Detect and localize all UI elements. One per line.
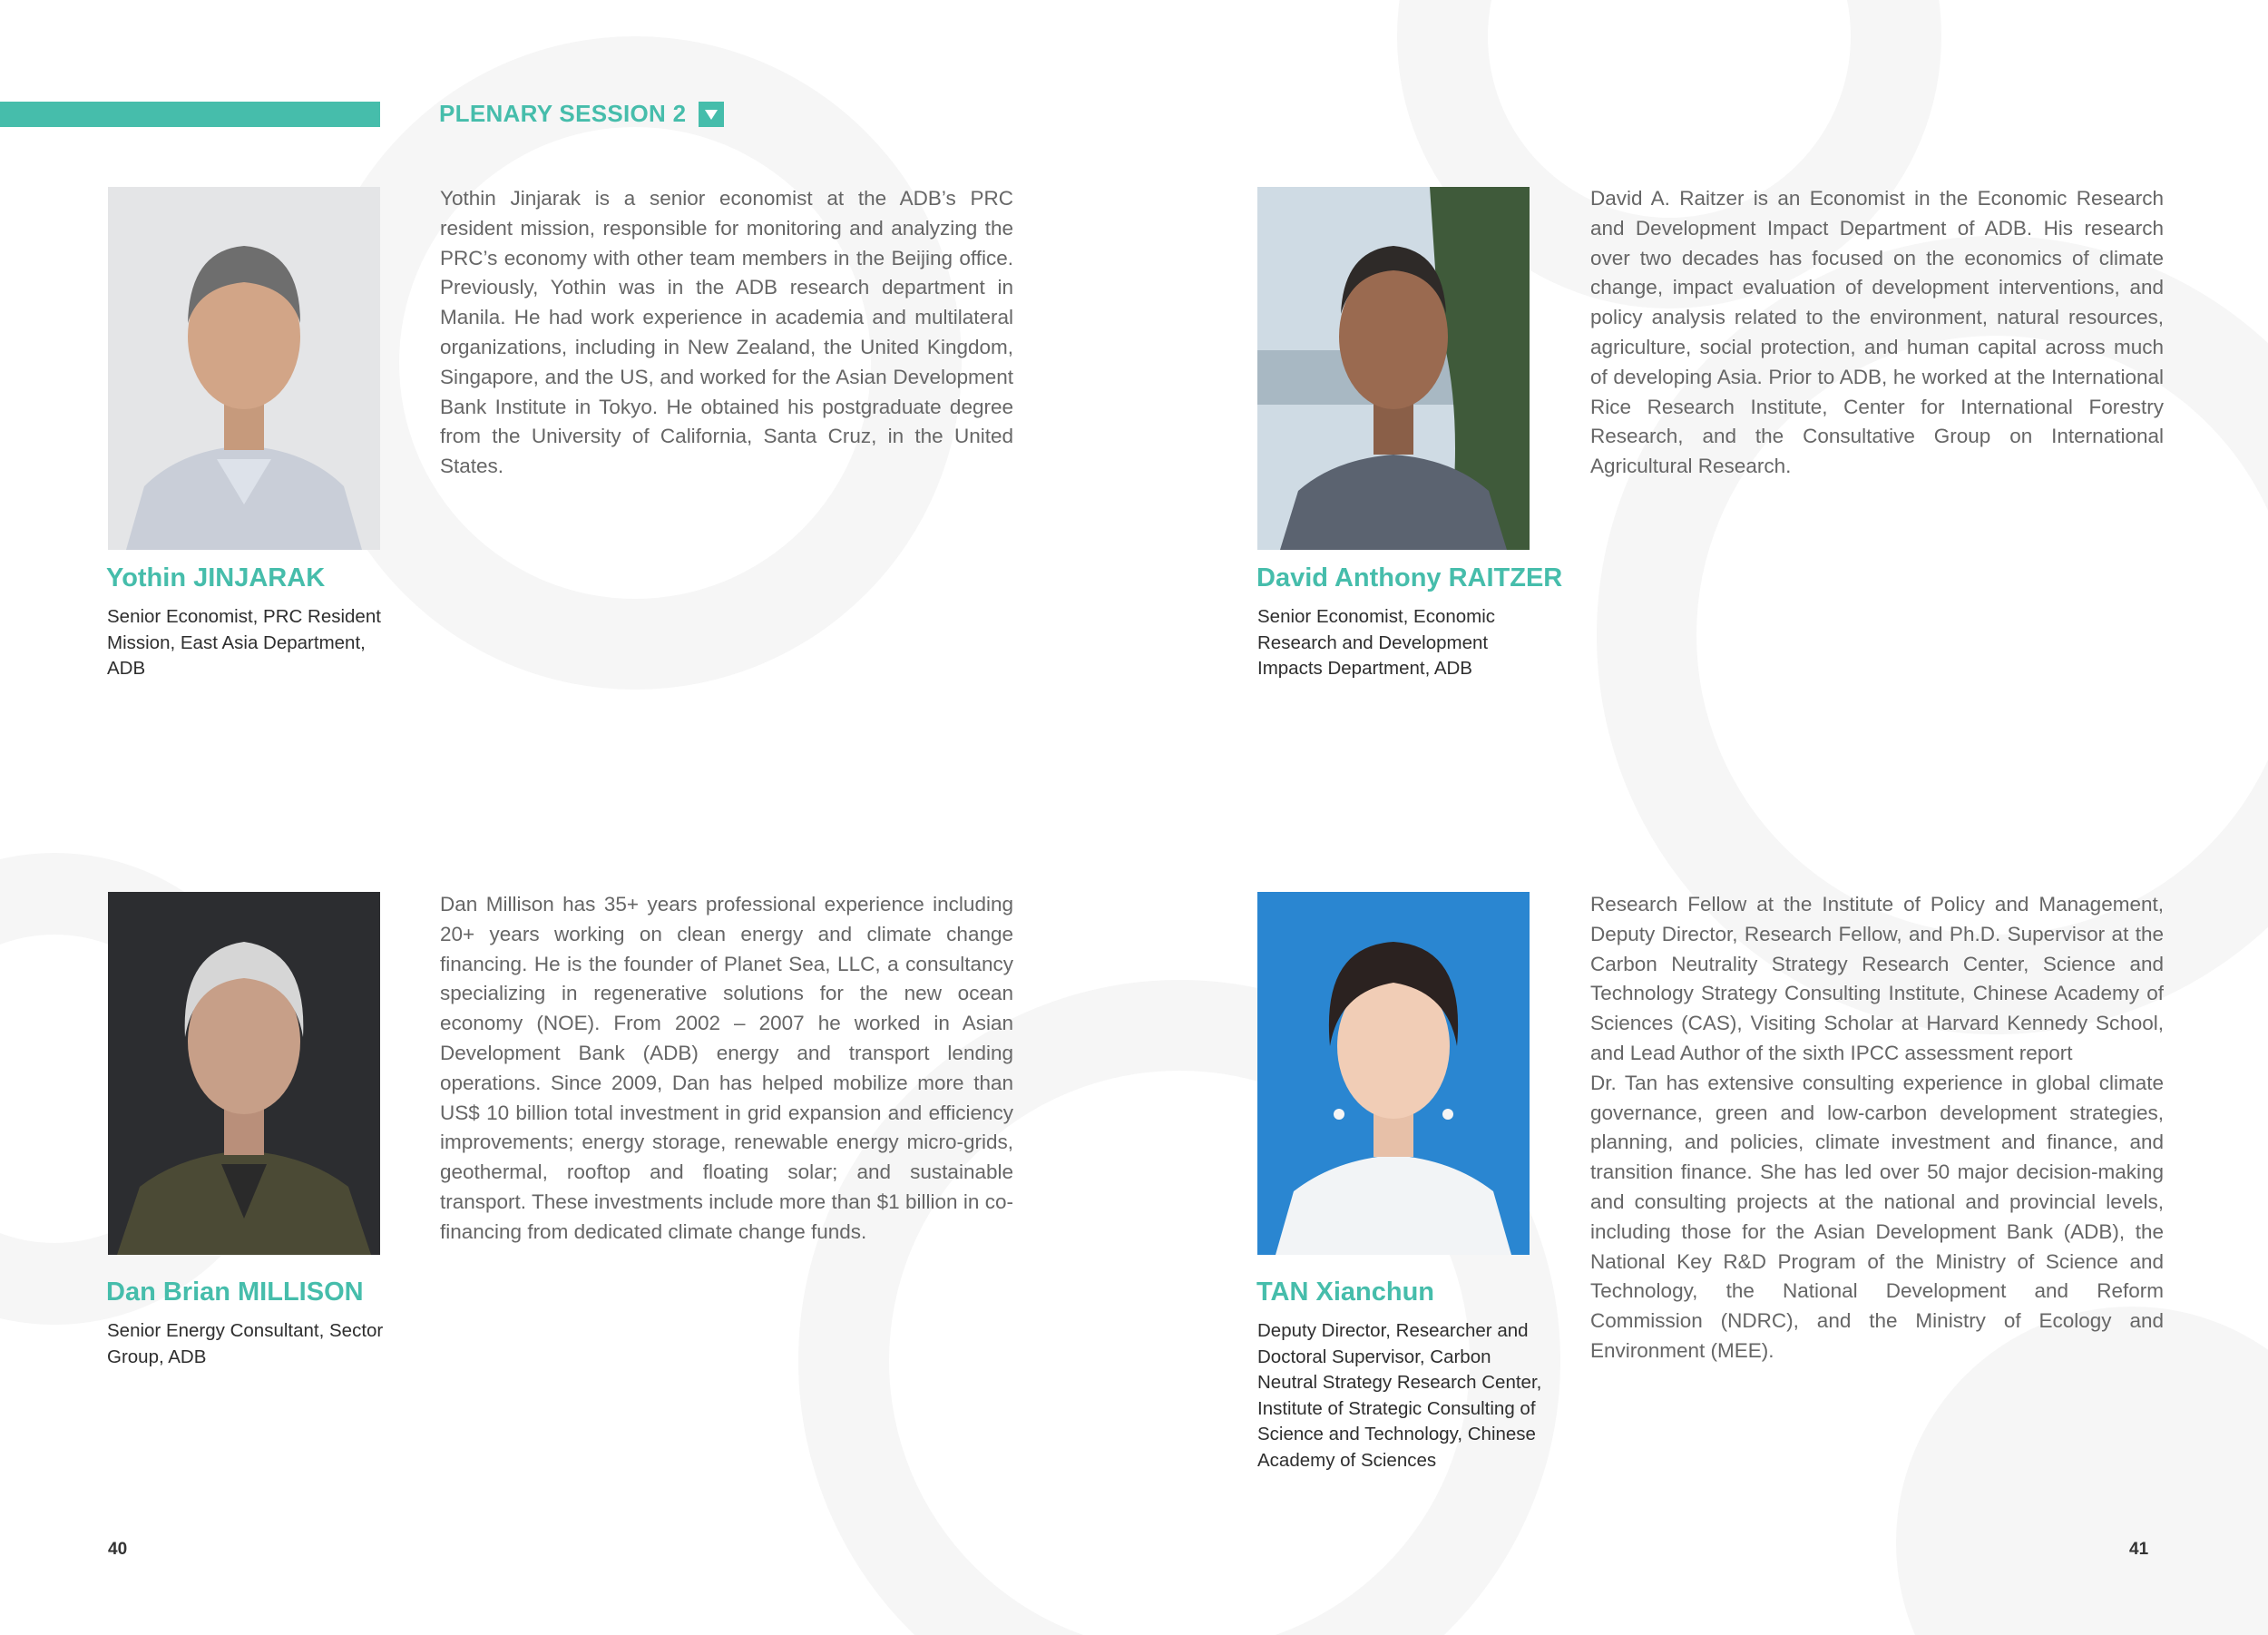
speaker-role: Senior Energy Consultant, Sector Group, ADB: [107, 1320, 384, 1367]
bio-paragraph: Dr. Tan has extensive consulting experience in global climate governance, green and low-carbon development strategies, planning, and policies, climate investment and finance, and transition finance. She has led over 50 major decision-making and consulting projects at the national and provincial levels, including those for the Asian Development Bank (ADB), the National Key R&D Program of the Ministry of Science and Technology, the National Development and Reform Commission (NDRC), and the Ministry of Ecology and Environment (MEE).: [1590, 1071, 2164, 1362]
speaker-role: Deputy Director, Researcher and Doctoral Supervisor, Carbon Neutral Strategy Research Center, Institute of Strategic Consulting of Science and Technology, Chinese Academy of Sciences: [1257, 1320, 1542, 1471]
bio-paragraph: Dan Millison has 35+ years professional experience including 20+ years working on clean energy and climate change financing. He is the founder of Planet Sea, LLC, a consultancy specializing in regenerative solutions for the new ocean economy (NOE). From 2002 – 2007 he worked in Asian Development Bank (ADB) energy and transport lending operations. Since 2009, Dan has helped mobilize more than US$ 10 billion total investment in grid expansion and efficiency improvements; energy storage, renewable energy micro-grids, geothermal, rooftop and floating solar; and sustainable transport. These investments include more than $1 billion in co-financing from dedicated climate change funds.: [440, 893, 1013, 1243]
speaker-bio: [440, 890, 1013, 1248]
speaker-photo-tan: [1257, 892, 1530, 1255]
page-number-right: 41: [2129, 1540, 2149, 1559]
header-accent-bar: [0, 102, 380, 127]
speaker-photo-jinjarak: [108, 187, 380, 550]
speaker-bio: [1590, 890, 2164, 1366]
bio-paragraph: Research Fellow at the Institute of Policy and Management, Deputy Director, Research Fellow, and Ph.D. Supervisor at the Carbon Neutrality Strategy Research Center, Science and Technology Strategy Consulting Institute, Chinese Academy of Sciences (CAS), Visiting Scholar at Harvard Kennedy School, and Lead Author of the sixth IPCC assessment report: [1590, 893, 2164, 1064]
session-title: PLENARY SESSION 2: [439, 100, 687, 127]
speaker-role: Senior Economist, PRC Resident Mission, East Asia Department, ADB: [107, 606, 381, 679]
speaker-bio: [440, 184, 1013, 482]
speaker-name: TAN Xianchun: [1256, 1278, 1435, 1307]
speaker-name: Yothin JINJARAK: [106, 563, 326, 592]
page-number-left: 40: [108, 1540, 128, 1559]
speaker-role: Senior Economist, Economic Research and Development Impacts Department, ADB: [1257, 606, 1496, 679]
speaker-bio: [1590, 184, 2164, 482]
speaker-name: David Anthony RAITZER: [1256, 563, 1563, 592]
bio-paragraph: Yothin Jinjarak is a senior economist at the ADB’s PRC resident mission, responsible for monitoring and analyzing the PRC’s economy with other team members in the Beijing office. Previously, Yothin was in the ADB research department in Manila. He had work experience in academia and multilateral organizations, including in New Zealand, the United Kingdom, Singapore, and the US, and worked for the Asian Development Bank Institute in Tokyo. He obtained his postgraduate degree from the University of California, Santa Cruz, in the United States.: [440, 187, 1013, 478]
speaker-name: Dan Brian MILLISON: [106, 1278, 364, 1307]
bio-paragraph: David A. Raitzer is an Economist in the Economic Research and Development Impact Department of ADB. His research over two decades has focused on the economics of climate change, impact evaluation of development interventions, and policy analysis related to the environment, natural resources, agriculture, social protection, and human capital across much of developing Asia. Prior to ADB, he worked at the International Rice Research Institute, Center for International Forestry Research, and the Consultative Group on International Agricultural Research.: [1590, 187, 2164, 478]
speaker-photo-millison: [108, 892, 380, 1255]
triangle-down-icon: [699, 102, 724, 127]
speaker-photo-raitzer: [1257, 187, 1530, 550]
